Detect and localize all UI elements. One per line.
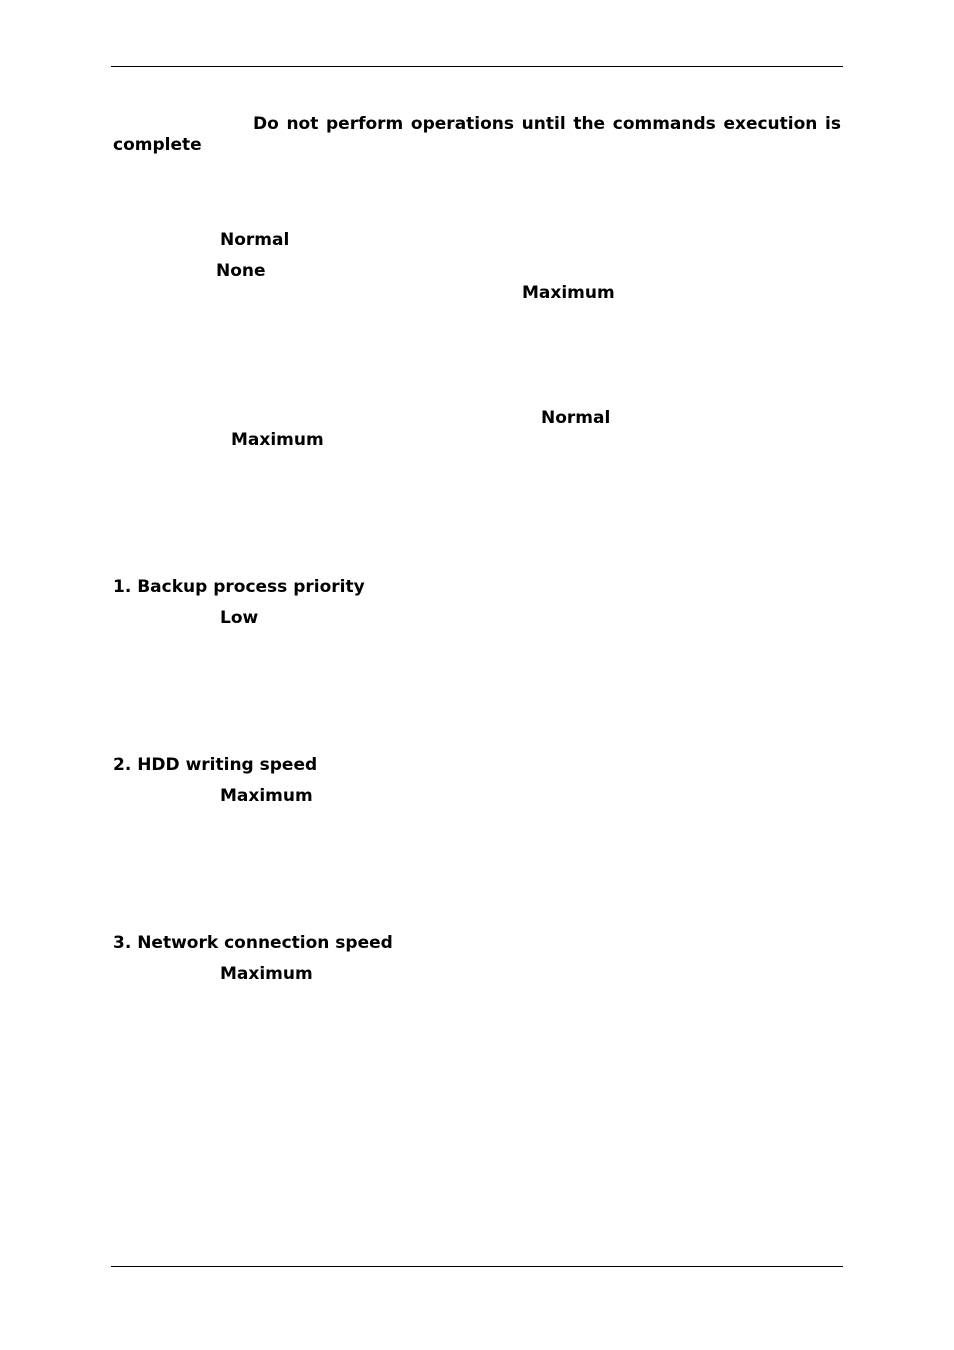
section-value-network-speed: Maximum: [220, 964, 313, 984]
section-value-hdd-writing-speed: Maximum: [220, 786, 313, 806]
value-normal: Normal: [220, 230, 290, 250]
header-rule: [111, 66, 843, 67]
value-maximum: Maximum: [231, 430, 324, 450]
value-none: None: [216, 261, 266, 281]
footer-rule: [111, 1266, 843, 1267]
value-normal: Normal: [541, 408, 611, 428]
section-heading-network-speed: 3. Network connection speed: [113, 933, 393, 953]
note-text-line-1: Do not perform operations until the commands execution is: [253, 114, 841, 134]
section-value-backup-priority: Low: [220, 608, 259, 628]
section-heading-hdd-writing-speed: 2. HDD writing speed: [113, 755, 318, 775]
note-text-line-2: complete: [113, 135, 202, 155]
section-heading-backup-priority: 1. Backup process priority: [113, 577, 365, 597]
value-maximum: Maximum: [522, 283, 615, 303]
